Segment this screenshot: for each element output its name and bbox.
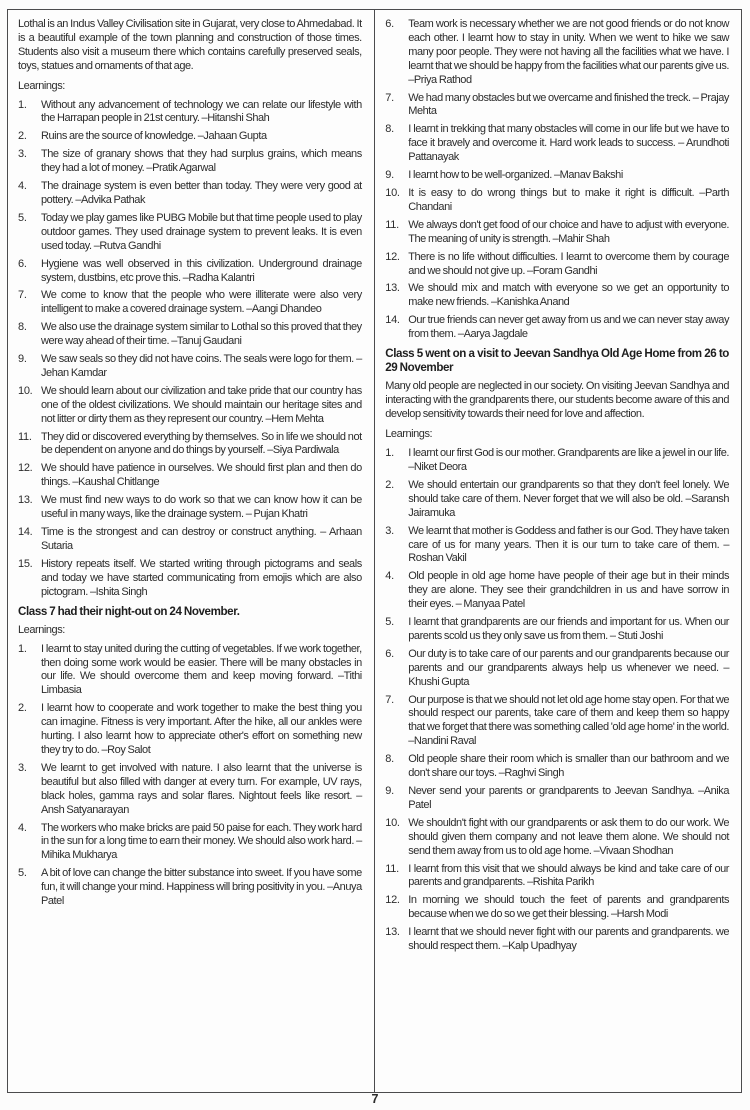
item-number: 6. [18, 257, 27, 270]
list-item [18, 431, 362, 459]
item-text: We should have patience in ourselves. We should first plan and then do things. –Kaushal Chitlange [41, 462, 362, 489]
list-item [385, 187, 729, 215]
list-item [385, 753, 729, 781]
item-text: Never send your parents or grandparents to Jeevan Sandhya. –Anika Patel [408, 785, 729, 811]
list-item [18, 148, 362, 176]
list-item [385, 18, 729, 88]
list-item [18, 643, 362, 699]
item-text: I learnt in trekking that many obstacles will come in our life but we have to face it bravely and overcome it. Hard work leads to success. – Arundhoti Pattanayak [408, 123, 729, 164]
item-text: We saw seals so they did not have coins. The seals were logo for them. –Jehan Kamdar [41, 353, 362, 379]
item-text: Without any advancement of technology we can relate our lifestyle with the Harrapan people in 21st century. –Hitanshi Shah [41, 98, 362, 125]
item-text: We shouldn't fight with our grandparents or ask them to do our work. We should given them company and not leave them alone. We should not send them away from us to old age home. –Vivaan Shodhan [408, 816, 729, 857]
list-item [385, 169, 729, 183]
list-item [385, 570, 729, 612]
item-text: Old people share their room which is smaller than our bathroom and we don't share our toys. –Raghvi Singh [408, 753, 729, 780]
item-number: 12. [385, 250, 400, 263]
item-text: It is easy to do wrong things but to make it right is difficult. –Parth Chandani [408, 186, 729, 213]
item-number: 12. [18, 462, 33, 475]
item-text: Time is the strongest and can destroy or construct anything. – Arhaan Sutaria [41, 526, 362, 552]
item-number: 14. [18, 526, 33, 538]
item-number: 3. [385, 524, 394, 537]
item-text: Our duty is to take care of our parents and our grandparents because our parents and our grandparents always help us whenever we need. – Khushi Gupta [408, 647, 729, 688]
intro-paragraph: Many old people are neglected in our society. On visiting Jeevan Sandhya and interacting with the grandparents there, our students become aware of this and develop sensitivity towards their need for love and affection. [385, 380, 729, 421]
learnings-list [18, 643, 362, 909]
list-item [18, 462, 362, 490]
list-item [385, 926, 729, 954]
right-column [375, 10, 741, 1092]
item-number: 10. [385, 186, 400, 199]
list-item [385, 251, 729, 279]
item-text: In morning we should touch the feet of parents and grandparents because when we do so we get their blessing. –Harsh Modi [408, 894, 729, 921]
item-number: 13. [385, 926, 400, 939]
item-text: I learnt how to cooperate and work together to make the best thing you can imagine. Fitness is very important. After the hike, all our ankles were hurting. I also learnt how to appreciate other's effort on something new they try to do. –Roy Salot [41, 702, 362, 756]
item-number: 1. [385, 447, 394, 460]
item-text: We had many obstacles but we overcame and finished the treck. – Prajay Mehta [408, 91, 729, 118]
item-number: 6. [385, 18, 394, 30]
intro-paragraph: Lothal is an Indus Valley Civilisation site in Gujarat, very close to Ahmedabad. It is a beautiful example of the town planning and construction of those times. Students also visit a museum there which contains carefully preserved seals, toys, statues and ornaments of that age. [18, 18, 362, 72]
learnings-label: Learnings: [385, 428, 433, 441]
list-item [18, 867, 362, 909]
item-text: We always don't get food of our choice and have to adjust with everyone. The meaning of unity is strength. –Mahir Shah [408, 218, 729, 245]
item-number: 3. [18, 148, 27, 161]
item-number: 8. [385, 753, 394, 766]
item-number: 12. [385, 894, 400, 907]
learnings-label: Learnings: [18, 623, 65, 636]
item-number: 3. [18, 761, 27, 774]
item-number: 1. [18, 98, 27, 111]
item-text: Today we play games like PUBG Mobile but that time people used to play outdoor games. They used drainage system to prevent leaks. It is even used today. –Rutva Gandhi [41, 211, 362, 252]
list-item [18, 180, 362, 208]
item-text: I learnt how to be well-organized. –Manav Bakshi [408, 169, 623, 182]
list-item [385, 648, 729, 690]
item-number: 4. [18, 180, 27, 193]
item-number: 5. [18, 867, 27, 880]
item-text: We come to know that the people who were illiterate were also very intelligent to make a covered drainage system. –Aangi Dhandeo [41, 289, 362, 316]
list-item [18, 321, 362, 349]
item-number: 9. [385, 169, 394, 182]
item-number: 4. [385, 570, 394, 583]
learnings-list [18, 99, 362, 600]
item-number: 9. [385, 785, 394, 797]
item-number: 10. [18, 384, 33, 397]
item-number: 15. [18, 557, 33, 570]
list-item [18, 558, 362, 600]
list-item [385, 92, 729, 120]
item-number: 1. [18, 642, 27, 655]
list-item [385, 785, 729, 813]
list-item [18, 702, 362, 758]
list-item [18, 762, 362, 818]
item-text: The size of granary shows that they had surplus grains, which means they had a lot of money. –Pratik Agarwal [41, 148, 362, 175]
list-item [18, 289, 362, 317]
item-number: 13. [18, 494, 33, 507]
item-number: 6. [385, 647, 394, 660]
item-text: They did or discovered everything by themselves. So in life we should not be dependent on anyone and do things by yourself. –Siya Pardiwala [41, 430, 362, 457]
learnings-list [385, 18, 729, 342]
item-text: I learnt that grandparents are our friends and important for us. When our parents scold us they only save us from them. – Stuti Joshi [408, 616, 729, 642]
list-item [385, 894, 729, 922]
item-number: 10. [385, 816, 400, 829]
item-number: 9. [18, 353, 27, 366]
content-border-box [7, 9, 742, 1093]
item-text: There is no life without difficulties. I learnt to overcome them by courage and we should not give up. –Foram Gandhi [408, 250, 729, 277]
list-item [18, 494, 362, 522]
item-text: Our purpose is that we should not let old age home stay open. For that we should respect our parents, take care of them and keep them so happy that we forget that there was something called 'old age home' in the world. –Nandini Raval [408, 693, 729, 748]
item-text: I learnt from this visit that we should always be kind and take care of our parents and grandparents. –Rishita Parikh [408, 862, 729, 889]
section-heading: Class 7 had their night-out on 24 November. [18, 604, 240, 618]
item-text: History repeats itself. We started writing through pictograms and seals and today we have started communicating from emojis which are also pictogram. –Ishita Singh [41, 557, 362, 598]
item-text: We also use the drainage system similar to Lothal so this proved that they were way ahead of their time. –Tanuj Gaudani [41, 321, 362, 348]
item-text: Our true friends can never get away from us and we can never stay away from them. –Aarya Jagdale [408, 314, 729, 341]
item-number: 7. [385, 91, 394, 104]
item-text: A bit of love can change the bitter substance into sweet. If you have some fun, it will change your mind. Happiness will bring positivity in you. –Anuya Patel [41, 867, 362, 908]
item-text: Hygiene was well observed in this civilization. Underground drainage system, dustbins, etc prove this. –Radha Kalantri [41, 257, 362, 284]
item-text: I learnt that we should never fight with our parents and grandparents. we should respect them. –Kalp Upadhyay [408, 926, 729, 953]
list-item [385, 447, 729, 475]
list-item [18, 526, 362, 554]
item-text: We learnt to get involved with nature. I also learnt that the universe is beautiful but also filled with danger at every turn. For example, UV rays, black holes, gamma rays and solar flares. Nightout feels like resort. –Ansh Satyanarayan [41, 761, 362, 816]
learnings-label: Learnings: [18, 79, 65, 92]
list-item [385, 525, 729, 567]
item-text: We should learn about our civilization and take pride that our country has one of the oldest civilizations. We should maintain our heritage sites and not litter or dirty them as they represent our country. –Hem Mehta [41, 384, 362, 425]
item-number: 2. [18, 702, 27, 715]
list-item [385, 314, 729, 342]
list-item [18, 258, 362, 286]
item-number: 2. [18, 130, 27, 143]
item-number: 11. [385, 218, 399, 231]
item-number: 8. [385, 123, 394, 136]
list-item [385, 219, 729, 247]
list-item [18, 385, 362, 427]
list-item [385, 479, 729, 521]
left-column [8, 10, 374, 1092]
list-item [18, 353, 362, 381]
item-number: 4. [18, 821, 27, 834]
item-number: 11. [385, 862, 399, 875]
item-text: Old people in old age home have people of their age but in their minds they are alone. They see their grandchildren in us and have sorrow in their eyes. – Manyaa Patel [408, 570, 729, 611]
item-number: 7. [385, 693, 394, 706]
list-item [18, 130, 362, 144]
list-item [385, 694, 729, 750]
list-item [385, 863, 729, 891]
item-text: Ruins are the source of knowledge. –Jahaan Gupta [41, 130, 267, 143]
learnings-list [385, 447, 729, 954]
item-text: We learnt that mother is Goddess and father is our God. They have taken care of us for many years. Then it is our turn to take care of them. – Roshan Vakil [408, 524, 729, 565]
item-number: 14. [385, 314, 400, 327]
item-text: Team work is necessary whether we are not good friends or do not know each other. I learnt how to stay in unity. When we went to hike we saw many poor people. They were not having all the facilities what we have. I learnt that we should be happy from the facilities what our parents give us. –Priya Rathod [408, 18, 729, 86]
list-item [18, 99, 362, 127]
item-text: We must find new ways to do work so that we can know how it can be useful in many ways, like the drainage system. – Pujan Khatri [41, 494, 362, 521]
item-number: 11. [18, 430, 32, 443]
item-number: 7. [18, 289, 27, 302]
list-item [385, 616, 729, 644]
item-number: 2. [385, 478, 394, 491]
list-item [385, 282, 729, 310]
list-item [385, 817, 729, 859]
item-number: 8. [18, 321, 27, 334]
item-number: 5. [18, 211, 27, 224]
page-number: 7 [371, 1092, 379, 1106]
list-item [385, 123, 729, 165]
item-number: 5. [385, 616, 394, 629]
item-text: The drainage system is even better than today. They were very good at pottery. –Advika Pathak [41, 180, 362, 206]
list-item [18, 822, 362, 864]
item-text: I learnt to stay united during the cutting of vegetables. If we work together, then doing some work would be easier. There will be many obstacles in our life. We should overcome them and keep moving forward. –Tithi Limbasia [41, 642, 362, 697]
list-item [18, 212, 362, 254]
item-text: We should entertain our grandparents so that they don't feel lonely. We should take care of them. Never forget that we will also be old. –Saransh Jairamuka [408, 478, 729, 519]
section-heading: Class 5 went on a visit to Jeevan Sandhya Old Age Home from 26 to 29 November [385, 347, 729, 375]
item-number: 13. [385, 282, 400, 295]
item-text: I learnt our first God is our mother. Grandparents are like a jewel in our life. –Niket Deora [408, 447, 729, 473]
item-text: We should mix and match with everyone so we get an opportunity to make new friends. –Kanishka Anand [408, 282, 729, 309]
item-text: The workers who make bricks are paid 50 paise for each. They work hard in the sun for a long time to earn their money. We should also work hard. –Mihika Mukharya [41, 821, 362, 862]
